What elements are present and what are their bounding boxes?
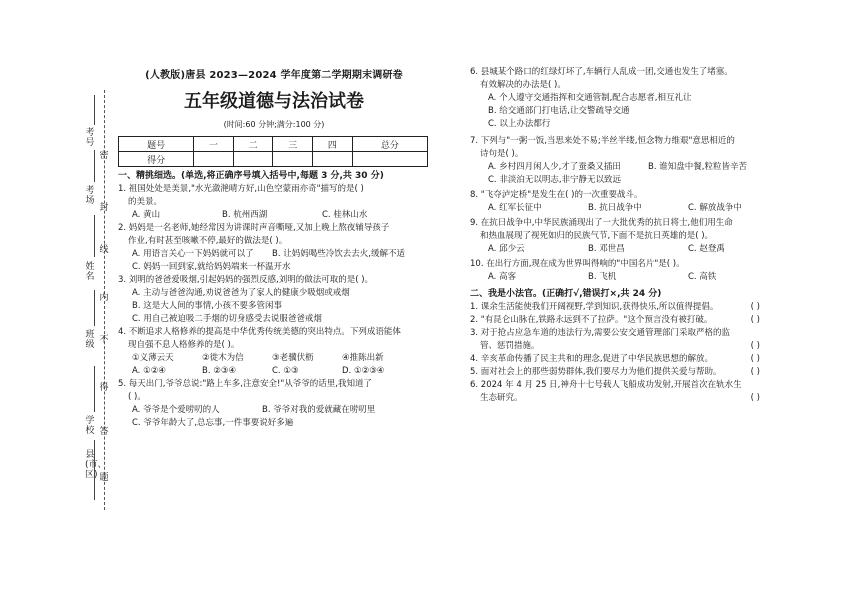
section2-heading: 二、我是小法官。(正确打√,错误打×,共 24 分) xyxy=(470,289,662,299)
margin-label-exam-room: 考场 xyxy=(85,186,95,206)
school-field[interactable] xyxy=(94,366,95,412)
score-cell[interactable] xyxy=(233,152,273,167)
judgment-text: 4. 辛亥革命传播了民主共和的理念,促进了中华民族思想的解放。 xyxy=(470,354,714,364)
option[interactable]: A. 用语言关心一下妈妈就可以了 xyxy=(132,249,254,259)
option[interactable]: C. 用自己被迫吸二手烟的切身感受去说服爸爸戒烟 xyxy=(132,314,322,324)
score-header-cell: 一 xyxy=(194,137,234,152)
cut-char: 封 xyxy=(99,203,109,213)
margin-label-name: 姓名 xyxy=(85,262,95,282)
options-row xyxy=(470,271,790,284)
option[interactable]: B. 给交通部门打电话,让交警疏导交通 xyxy=(488,106,630,116)
answer-parens[interactable]: ( ) xyxy=(750,341,760,351)
score-cell[interactable] xyxy=(352,152,427,167)
score-header-cell: 四 xyxy=(313,137,353,152)
answer-parens[interactable]: ( ) xyxy=(750,393,760,403)
statement: ③老骥伏枥 xyxy=(272,353,314,363)
answer-parens[interactable]: ( ) xyxy=(750,354,760,364)
option[interactable]: C. 妈妈一回到家,就给妈妈端来一杯温开水 xyxy=(132,262,291,272)
judgment-item xyxy=(470,327,790,340)
option[interactable]: C. 赵登禹 xyxy=(688,244,725,254)
answer-parens[interactable]: ( ) xyxy=(750,315,760,325)
options-row xyxy=(118,209,430,222)
question-text: 2. 妈妈是一名老师,她经常因为讲课时声音嘶哑,又加上晚上熬夜辅导孩子 xyxy=(118,223,390,233)
judgment-item xyxy=(470,314,790,327)
option[interactable]: D. ①②③④ xyxy=(342,366,385,376)
question-text: 10. 在出行方面,现在成为世界叫得响的"中国名片"是( )。 xyxy=(470,259,685,269)
option[interactable]: A. 爷爷是个爱唠叨的人 xyxy=(132,405,220,415)
margin-label-county: 县(市、区) xyxy=(85,450,107,480)
judgment-item xyxy=(470,340,790,353)
score-header-cell: 三 xyxy=(273,137,313,152)
option[interactable]: B. 飞机 xyxy=(588,272,617,282)
options-row xyxy=(118,365,430,378)
cut-char: 得 xyxy=(99,383,109,393)
question-text: 3. 刘明的爸爸爱吸烟,引起妈妈的强烈反感,刘明的做法可取的是( )。 xyxy=(118,275,374,285)
cut-char: 线 xyxy=(99,245,109,255)
answer-parens[interactable]: ( ) xyxy=(750,367,760,377)
option[interactable]: C. 以上办法都行 xyxy=(488,119,551,129)
exam-subtitle: (人教版)唐县 2023—2024 学年度第二学期期末调研卷 xyxy=(145,70,403,81)
class-field[interactable] xyxy=(94,290,95,326)
statement: ④推陈出新 xyxy=(342,353,384,363)
option[interactable]: B. 杭州西湖 xyxy=(222,210,268,220)
margin-label-school: 学校 xyxy=(85,416,95,436)
margin-label-exam-no: 考号 xyxy=(85,128,95,148)
score-label-cell: 得分 xyxy=(119,152,194,167)
judgment-text: 生态研究。 xyxy=(480,393,523,403)
options-row xyxy=(118,248,430,261)
option[interactable]: A. 主动与爸爸沟通,劝说爸爸为了家人的健康少吸烟或戒烟 xyxy=(132,288,350,298)
option[interactable]: A. ①②④ xyxy=(132,366,166,376)
judgment-item xyxy=(470,353,790,366)
options-row xyxy=(470,202,790,215)
option[interactable]: C. 解放战争中 xyxy=(688,203,742,213)
option[interactable]: A. 红军长征中 xyxy=(488,203,542,213)
name-field[interactable] xyxy=(94,215,95,257)
judgment-text: 3. 对于抢占应急车道的违法行为,需要公安交通管理部门采取严格的监 xyxy=(470,328,731,338)
binding-margin xyxy=(0,0,120,609)
judgment-item xyxy=(470,379,790,392)
exam-no-field[interactable] xyxy=(94,95,95,125)
option[interactable]: A. 个人遵守交通指挥和交通管制,配合志愿者,相互礼让 xyxy=(488,93,692,103)
option[interactable]: B. 邓世昌 xyxy=(588,244,625,254)
option[interactable]: B. 爷爷对我的爱就藏在唠叨里 xyxy=(262,405,376,415)
cut-char: 内 xyxy=(99,293,109,303)
question-text: 7. 下列与"一粥一饭,当思来处不易;半丝半缕,恒念物力维艰"意思相近的 xyxy=(470,136,735,146)
options-row xyxy=(118,404,430,417)
judgment-item xyxy=(470,301,790,314)
cut-char: 密 xyxy=(99,151,109,161)
options-row xyxy=(470,161,790,174)
option[interactable]: C. 爷爷年龄大了,总忘事,一件事要说好多遍 xyxy=(132,418,294,428)
question-text: 作业,有时甚至咳嗽不停,最好的做法是( )。 xyxy=(128,236,288,246)
question-text: ( )。 xyxy=(128,392,146,402)
question-text: 现自强不息人格修养的是( )。 xyxy=(128,340,240,350)
score-header-cell: 总分 xyxy=(352,137,427,152)
margin-label-class: 班级 xyxy=(85,330,95,350)
option[interactable]: A. 邱少云 xyxy=(488,244,525,254)
option[interactable]: B. 谁知盘中餐,粒粒皆辛苦 xyxy=(648,162,747,172)
score-cell[interactable] xyxy=(313,152,353,167)
score-cell[interactable] xyxy=(273,152,313,167)
judgment-text: 5. 面对社会上的那些弱势群体,我们要尽力为他们提供关爱与帮助。 xyxy=(470,367,722,377)
option[interactable]: C. 非淡泊无以明志,非宁静无以致远 xyxy=(488,175,622,185)
exam-room-field[interactable] xyxy=(94,150,95,182)
right-column xyxy=(470,66,790,405)
cut-char: 不 xyxy=(99,335,109,345)
judgment-item xyxy=(470,392,790,405)
question-text: 8. "飞夺泸定桥"是发生在( )的一次重要战斗。 xyxy=(470,190,643,200)
judgment-text: 管、惩罚措施。 xyxy=(480,341,540,351)
option[interactable]: B. 这是大人间的事情,小孩不要多管闲事 xyxy=(132,301,282,311)
question-text: 有效解决的办法是( )。 xyxy=(480,80,566,90)
judgment-text: 2. "有昆仑山脉在,铁路永远到不了拉萨。"这个预言没有被打破。 xyxy=(470,315,713,325)
option[interactable]: A. 高客 xyxy=(488,272,517,282)
question-text: 和热血展现了视死如归的民族气节,下面不是抗日英雄的是( )。 xyxy=(480,231,714,241)
score-table xyxy=(118,136,428,167)
statements-row xyxy=(118,352,430,365)
county-field[interactable] xyxy=(94,440,95,500)
question-text: 5. 每天出门,爷爷总说:"路上车多,注意安全!"从爷爷的话里,我知道了 xyxy=(118,379,373,389)
score-cell[interactable] xyxy=(194,152,234,167)
options-row xyxy=(470,243,790,256)
exam-title: 五年级道德与法治试卷 xyxy=(184,91,364,112)
option[interactable]: A. 黄山 xyxy=(132,210,161,220)
score-header-cell: 二 xyxy=(233,137,273,152)
question-text: 诗句是( )。 xyxy=(480,149,524,159)
option[interactable]: B. 抗日战争中 xyxy=(588,203,642,213)
option[interactable]: A. 乡村四月闲人少,才了蚕桑又插田 xyxy=(488,162,621,172)
statement: ②徙木为信 xyxy=(202,353,244,363)
cut-char: 题 xyxy=(99,473,109,483)
question-text: 9. 在抗日战争中,中华民族涌现出了一大批优秀的抗日将士,他们用生命 xyxy=(470,218,733,228)
time-info: (时间:60 分钟;满分:100 分) xyxy=(223,120,325,129)
option[interactable]: C. 桂林山水 xyxy=(322,210,368,220)
judgment-item xyxy=(470,366,790,379)
section1-heading: 一、精挑细选。(单选,将正确序号填入括号中,每题 3 分,共 30 分) xyxy=(118,171,384,181)
question-text: 6. 县城某个路口的红绿灯坏了,车辆行人乱成一团,交通也发生了堵塞。 xyxy=(470,67,733,77)
option[interactable]: C. 高铁 xyxy=(688,272,717,282)
option[interactable]: C. ①③ xyxy=(272,366,299,376)
question-text: 1. 祖国处处是美景,"水光潋滟晴方好,山色空蒙雨亦奇"描写的是( ) xyxy=(118,184,364,194)
judgment-text: 6. 2024 年 4 月 25 日,神舟十七号载人飞船成功发射,开展首次在轨水生 xyxy=(470,380,742,390)
score-header-cell: 题号 xyxy=(119,137,194,152)
cut-char: 答 xyxy=(99,427,109,437)
option[interactable]: B. ②③④ xyxy=(202,366,237,376)
statement: ①义薄云天 xyxy=(132,353,174,363)
left-column xyxy=(118,66,430,430)
judgment-text: 1. 课余生活能使我们开阔视野,学到知识,获得快乐,所以值得提倡。 xyxy=(470,302,719,312)
question-text: 的美景。 xyxy=(128,197,163,207)
answer-parens[interactable]: ( ) xyxy=(750,302,760,312)
option[interactable]: B. 让妈妈喝些冷饮去去火,缓解不适 xyxy=(272,249,405,259)
question-text: 4. 不断追求人格修养的提高是中华优秀传统美德的突出特点。下列成语能体 xyxy=(118,327,401,337)
